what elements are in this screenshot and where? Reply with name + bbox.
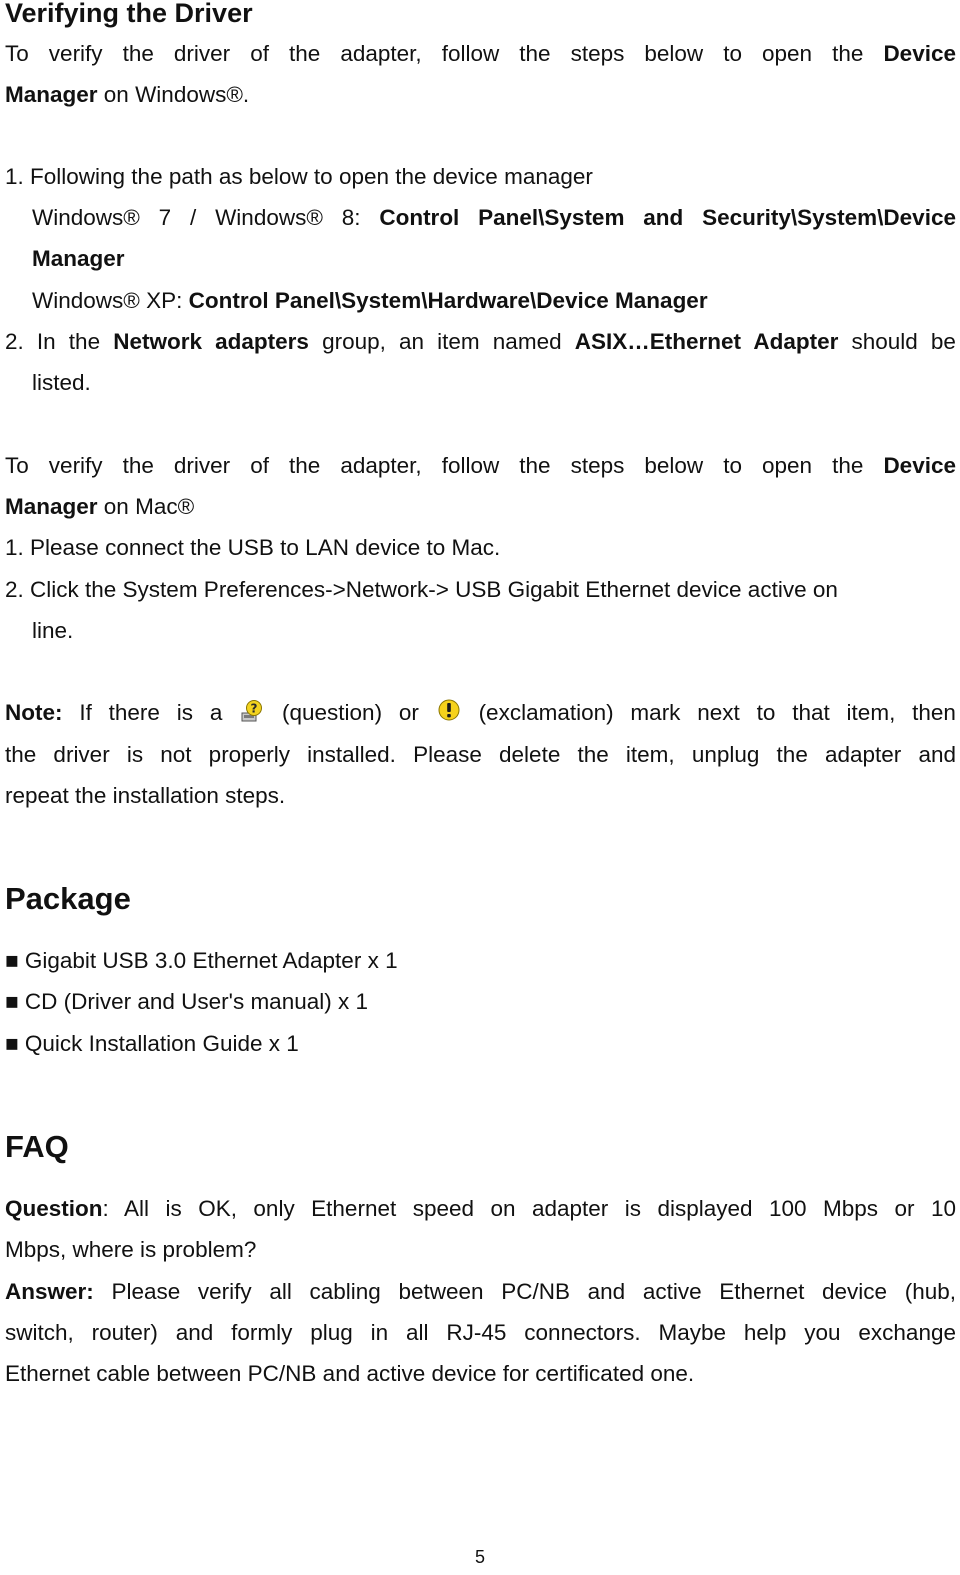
note-line-2: the driver is not properly installed. Please delete the item, unplug the adapter and	[5, 742, 956, 767]
note-line-1: Note: If there is a ? (question) or (exclamation) mark next to that item, then	[5, 700, 956, 725]
exclamation-mark-icon	[436, 698, 462, 724]
faq-answer-line-3: Ethernet cable between PC/NB and active device for certificated one.	[5, 1361, 695, 1386]
page-number: 5	[474, 1547, 485, 1567]
section-heading-package: Package	[5, 881, 131, 916]
bullet-icon: ■	[5, 948, 19, 973]
faq-question-line-1: Question: All is OK, only Ethernet speed on adapter is displayed 100 Mbps or 10	[5, 1196, 956, 1221]
windows-xp-path: Windows® XP: Control Panel\System\Hardware\Device Manager	[32, 288, 708, 313]
bullet-icon: ■	[5, 1031, 19, 1056]
faq-answer-line-1: Answer: Please verify all cabling between PC/NB and active Ethernet device (hub,	[5, 1279, 956, 1304]
package-item: ■ Quick Installation Guide x 1	[5, 1031, 299, 1056]
windows-intro-line-1: To verify the driver of the adapter, follow the steps below to open the Device	[5, 41, 956, 66]
faq-question-line-2: Mbps, where is problem?	[5, 1237, 257, 1262]
mac-step-2-line-2: line.	[32, 618, 74, 643]
windows-7-8-path-line-2: Manager	[32, 246, 125, 271]
mac-intro-line-2: Manager on Mac®	[5, 494, 195, 519]
mac-step-1: 1. Please connect the USB to LAN device to Mac.	[5, 535, 501, 560]
package-item: ■ CD (Driver and User's manual) x 1	[5, 989, 368, 1014]
step-1: 1. Following the path as below to open the device manager	[5, 164, 593, 189]
svg-text:?: ?	[250, 701, 258, 716]
bullet-icon: ■	[5, 989, 19, 1014]
mac-step-2-line-1: 2. Click the System Preferences->Network-> USB Gigabit Ethernet device active on	[5, 577, 838, 602]
step-2-line-1: 2. In the Network adapters group, an item named ASIX…Ethernet Adapter should be	[5, 329, 956, 354]
mac-intro-line-1: To verify the driver of the adapter, follow the steps below to open the Device	[5, 453, 956, 478]
section-heading-faq: FAQ	[5, 1129, 69, 1164]
faq-answer-line-2: switch, router) and formly plug in all RJ-45 connectors. Maybe help you exchange	[5, 1320, 956, 1345]
section-heading-verifying: Verifying the Driver	[5, 0, 253, 28]
package-item: ■ Gigabit USB 3.0 Ethernet Adapter x 1	[5, 948, 398, 973]
question-mark-device-icon	[239, 698, 265, 724]
windows-intro-line-2: Manager on Windows®.	[5, 82, 250, 107]
step-2-line-2: listed.	[32, 370, 91, 395]
note-line-3: repeat the installation steps.	[5, 783, 286, 808]
windows-7-8-path-line-1: Windows® 7 / Windows® 8: Control Panel\System and Security\System\Device	[32, 205, 956, 230]
